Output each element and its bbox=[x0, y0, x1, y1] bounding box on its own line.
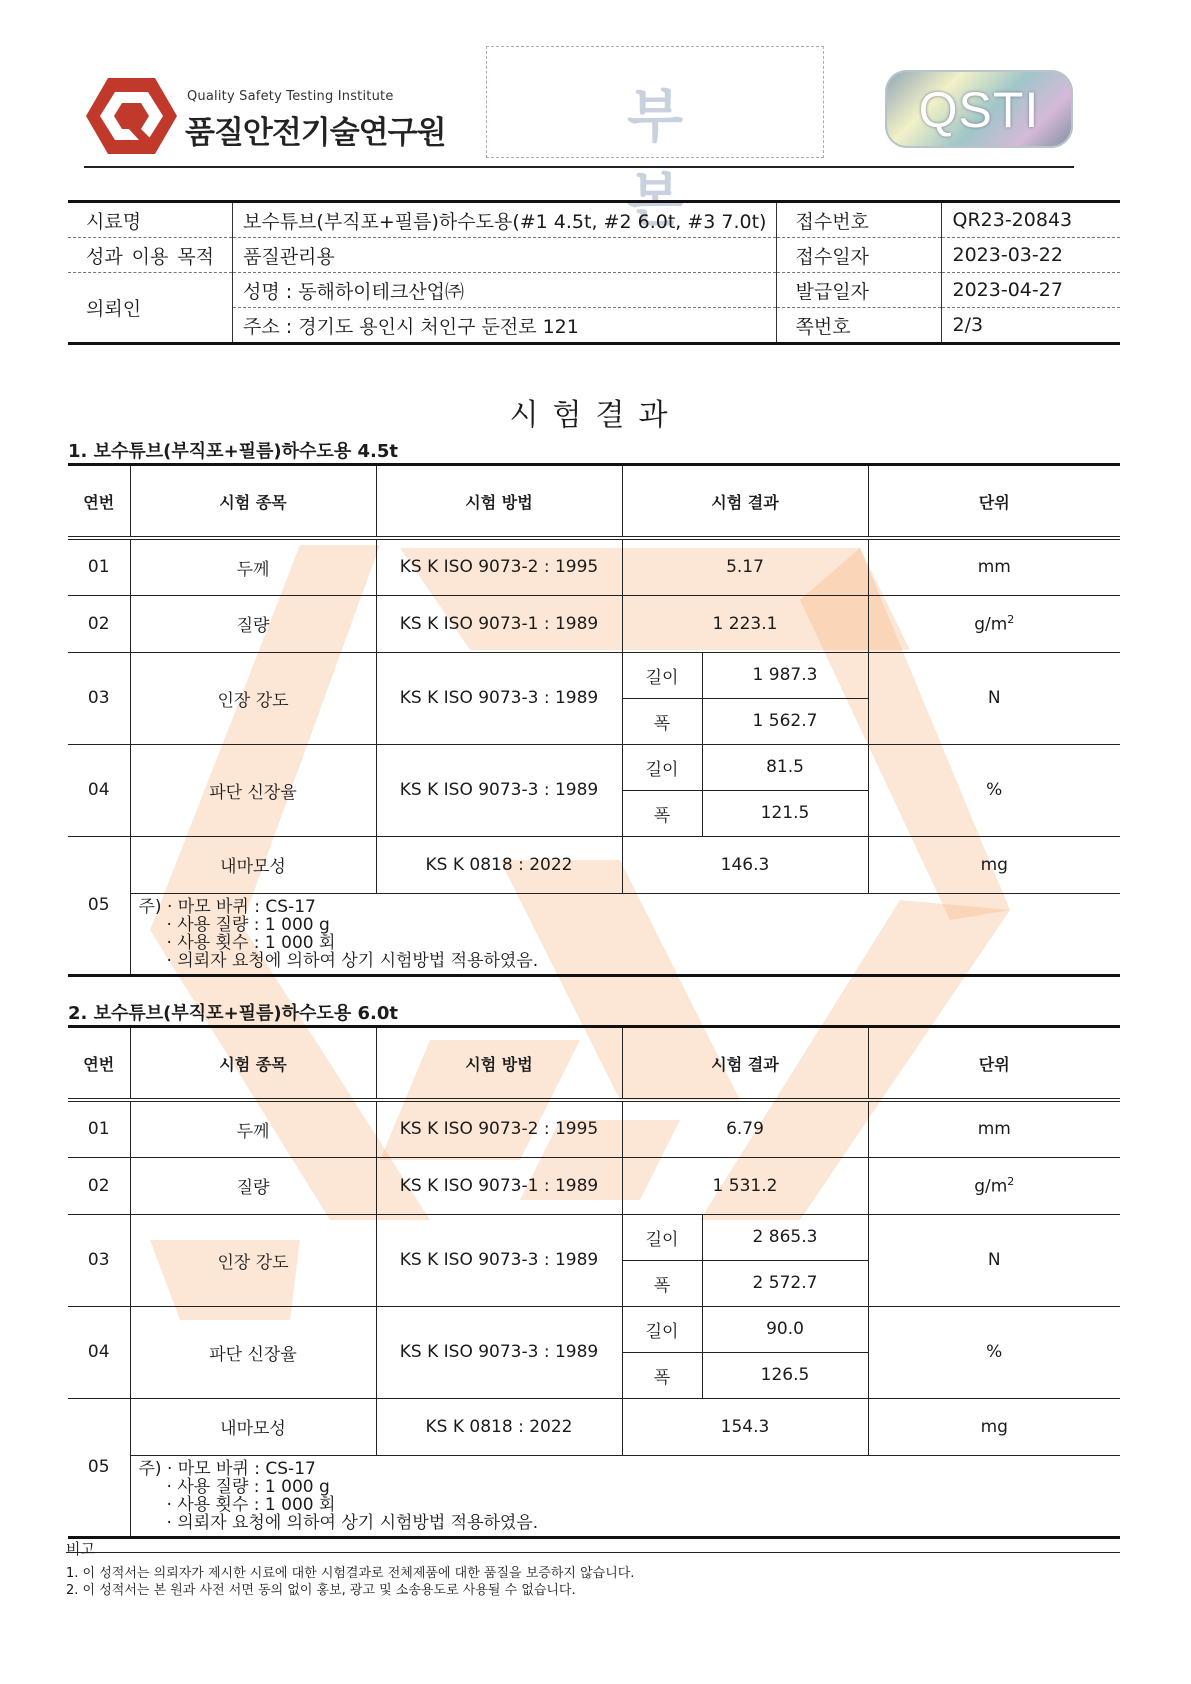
row-unit: N bbox=[868, 652, 1120, 744]
purpose-value: 품질관리용 bbox=[233, 238, 777, 273]
note-line: · 사용 질량 : 1 000 g bbox=[166, 914, 330, 935]
purpose-label: 성과 이용 목적 bbox=[68, 238, 233, 273]
row-unit bbox=[868, 595, 1120, 652]
test-notes bbox=[130, 893, 1120, 975]
page-title: 시험결과 bbox=[509, 398, 682, 433]
notes-row bbox=[68, 893, 1120, 975]
row-result: 154.3 bbox=[622, 1398, 868, 1455]
sub-label: 길이 bbox=[622, 744, 702, 790]
col-no: 연번 bbox=[68, 1027, 130, 1101]
row-method: KS K 0818 : 2022 bbox=[376, 1398, 622, 1455]
institute-name-en: Quality Safety Testing Institute bbox=[187, 89, 394, 104]
note-line: 주) · 마모 바퀴 : CS-17 bbox=[138, 1458, 316, 1479]
row-item: 인장 강도 bbox=[130, 1214, 376, 1306]
col-result: 시험 결과 bbox=[622, 1027, 868, 1101]
row-item: 파단 신장율 bbox=[130, 1306, 376, 1398]
client-name: 성명 : 동해하이테크산업㈜ bbox=[233, 273, 777, 308]
issue-date-label: 발급일자 bbox=[777, 273, 942, 308]
row-item: 두께 bbox=[130, 1100, 376, 1157]
row-no: 01 bbox=[68, 1100, 130, 1157]
row-item: 두께 bbox=[130, 538, 376, 595]
sub-value: 90.0 bbox=[702, 1306, 868, 1352]
section-1-table bbox=[68, 463, 1120, 977]
row-item: 파단 신장율 bbox=[130, 744, 376, 836]
note-line: · 의뢰자 요청에 의하여 상기 시험방법 적용하였음. bbox=[166, 1512, 539, 1533]
institute-name-ko: 품질안전기술연구원 bbox=[185, 115, 446, 151]
row-method: KS K ISO 9073-3 : 1989 bbox=[376, 744, 622, 836]
row-unit: % bbox=[868, 744, 1120, 836]
table-row bbox=[68, 652, 1120, 698]
col-result: 시험 결과 bbox=[622, 465, 868, 539]
receipt-date-value: 2023-03-22 bbox=[942, 238, 1120, 273]
row-method: KS K ISO 9073-3 : 1989 bbox=[376, 652, 622, 744]
section-1-title: 1. 보수튜브(부직포+필름)하수도용 4.5t bbox=[68, 441, 398, 462]
row-item: 내마모성 bbox=[130, 836, 376, 893]
note-line: · 의뢰자 요청에 의하여 상기 시험방법 적용하였음. bbox=[166, 950, 539, 971]
notes-row bbox=[68, 1455, 1120, 1537]
test-notes bbox=[130, 1455, 1120, 1537]
sub-label: 폭 bbox=[622, 1260, 702, 1306]
unit-text: g/m bbox=[974, 614, 1008, 635]
sub-label: 폭 bbox=[622, 1352, 702, 1398]
row-item: 질량 bbox=[130, 1157, 376, 1214]
col-item: 시험 종목 bbox=[130, 1027, 376, 1101]
receipt-date-label: 접수일자 bbox=[777, 238, 942, 273]
brand-text: QSTI bbox=[918, 82, 1040, 138]
row-unit bbox=[868, 1157, 1120, 1214]
note-line: · 사용 횟수 : 1 000 회 bbox=[166, 1494, 336, 1515]
sub-label: 길이 bbox=[622, 1306, 702, 1352]
table-row bbox=[68, 538, 1120, 595]
row-result: 146.3 bbox=[622, 836, 868, 893]
remarks-label: 비고 bbox=[66, 1540, 95, 1558]
row-no: 04 bbox=[68, 1306, 130, 1398]
row-method: KS K ISO 9073-1 : 1989 bbox=[376, 595, 622, 652]
row-result: 5.17 bbox=[622, 538, 868, 595]
table-row bbox=[68, 1100, 1120, 1157]
row-method: KS K ISO 9073-2 : 1995 bbox=[376, 538, 622, 595]
page-no-label: 쪽번호 bbox=[777, 308, 942, 344]
client-address: 주소 : 경기도 용인시 처인구 둔전로 121 bbox=[233, 308, 777, 344]
row-method: KS K ISO 9073-3 : 1989 bbox=[376, 1214, 622, 1306]
table-row bbox=[68, 836, 1120, 893]
sub-value: 2 572.7 bbox=[702, 1260, 868, 1306]
row-result: 6.79 bbox=[622, 1100, 868, 1157]
row-unit: N bbox=[868, 1214, 1120, 1306]
row-unit: mg bbox=[868, 1398, 1120, 1455]
table-row bbox=[68, 1157, 1120, 1214]
sample-value: 보수튜브(부직포+필름)하수도용(#1 4.5t, #2 6.0t, #3 7.0t) bbox=[233, 202, 777, 238]
row-unit: mg bbox=[868, 836, 1120, 893]
row-result: 1 531.2 bbox=[622, 1157, 868, 1214]
report-info-table bbox=[68, 200, 1120, 345]
row-method: KS K ISO 9073-3 : 1989 bbox=[376, 1306, 622, 1398]
row-no: 03 bbox=[68, 652, 130, 744]
row-item: 인장 강도 bbox=[130, 652, 376, 744]
sub-value: 1 562.7 bbox=[702, 698, 868, 744]
remark-item: 1. 이 성적서는 의뢰자가 제시한 시료에 대한 시험결과로 전체제품에 대한 품질을 보증하지 않습니다. bbox=[66, 1566, 635, 1581]
sub-value: 121.5 bbox=[702, 790, 868, 836]
table-row bbox=[68, 744, 1120, 790]
col-unit: 단위 bbox=[868, 1027, 1120, 1101]
col-method: 시험 방법 bbox=[376, 1027, 622, 1101]
col-item: 시험 종목 bbox=[130, 465, 376, 539]
row-item: 질량 bbox=[130, 595, 376, 652]
row-no: 01 bbox=[68, 538, 130, 595]
header-divider bbox=[84, 166, 1074, 168]
table-row bbox=[68, 1306, 1120, 1352]
sub-label: 폭 bbox=[622, 790, 702, 836]
row-result: 1 223.1 bbox=[622, 595, 868, 652]
row-unit: mm bbox=[868, 1100, 1120, 1157]
page-no-value: 2/3 bbox=[942, 308, 1120, 344]
note-line: · 사용 질량 : 1 000 g bbox=[166, 1476, 330, 1497]
stamp-text: 부 본 bbox=[626, 82, 802, 234]
sub-value: 1 987.3 bbox=[702, 652, 868, 698]
sub-label: 길이 bbox=[622, 652, 702, 698]
col-no: 연번 bbox=[68, 465, 130, 539]
row-method: KS K 0818 : 2022 bbox=[376, 836, 622, 893]
receipt-no-label: 접수번호 bbox=[777, 202, 942, 238]
row-no: 05 bbox=[68, 1398, 130, 1537]
row-no: 02 bbox=[68, 1157, 130, 1214]
col-unit: 단위 bbox=[868, 465, 1120, 539]
row-item: 내마모성 bbox=[130, 1398, 376, 1455]
col-method: 시험 방법 bbox=[376, 465, 622, 539]
note-line: · 사용 횟수 : 1 000 회 bbox=[166, 932, 336, 953]
note-line: 주) · 마모 바퀴 : CS-17 bbox=[138, 896, 316, 917]
client-label: 의뢰인 bbox=[86, 298, 142, 320]
row-method: KS K ISO 9073-2 : 1995 bbox=[376, 1100, 622, 1157]
issue-date-value: 2023-04-27 bbox=[942, 273, 1120, 308]
row-unit: % bbox=[868, 1306, 1120, 1398]
remark-item: 2. 이 성적서는 본 원과 사전 서면 동의 없이 홍보, 광고 및 소송용도로 사용될 수 없습니다. bbox=[66, 1583, 576, 1598]
row-no: 02 bbox=[68, 595, 130, 652]
unit-text: g/m bbox=[974, 1176, 1008, 1197]
row-no: 04 bbox=[68, 744, 130, 836]
table-row bbox=[68, 595, 1120, 652]
unit-superscript: 2 bbox=[1007, 1174, 1015, 1188]
unit-superscript: 2 bbox=[1007, 612, 1015, 626]
table-row bbox=[68, 1398, 1120, 1455]
section-2-title: 2. 보수튜브(부직포+필름)하수도용 6.0t bbox=[68, 1003, 398, 1024]
sub-label: 폭 bbox=[622, 698, 702, 744]
sub-value: 2 865.3 bbox=[702, 1214, 868, 1260]
sub-label: 길이 bbox=[622, 1214, 702, 1260]
institute-logo-icon bbox=[84, 76, 179, 156]
sub-value: 126.5 bbox=[702, 1352, 868, 1398]
table-row bbox=[68, 1214, 1120, 1260]
row-method: KS K ISO 9073-1 : 1989 bbox=[376, 1157, 622, 1214]
remarks-divider bbox=[66, 1552, 1120, 1553]
receipt-no-value: QR23-20843 bbox=[942, 202, 1120, 238]
row-unit: mm bbox=[868, 538, 1120, 595]
row-no: 03 bbox=[68, 1214, 130, 1306]
sample-label: 시료명 bbox=[68, 202, 233, 238]
qsti-hologram-badge bbox=[885, 70, 1073, 148]
row-no: 05 bbox=[68, 836, 130, 975]
section-2-table bbox=[68, 1025, 1120, 1539]
sub-value: 81.5 bbox=[702, 744, 868, 790]
